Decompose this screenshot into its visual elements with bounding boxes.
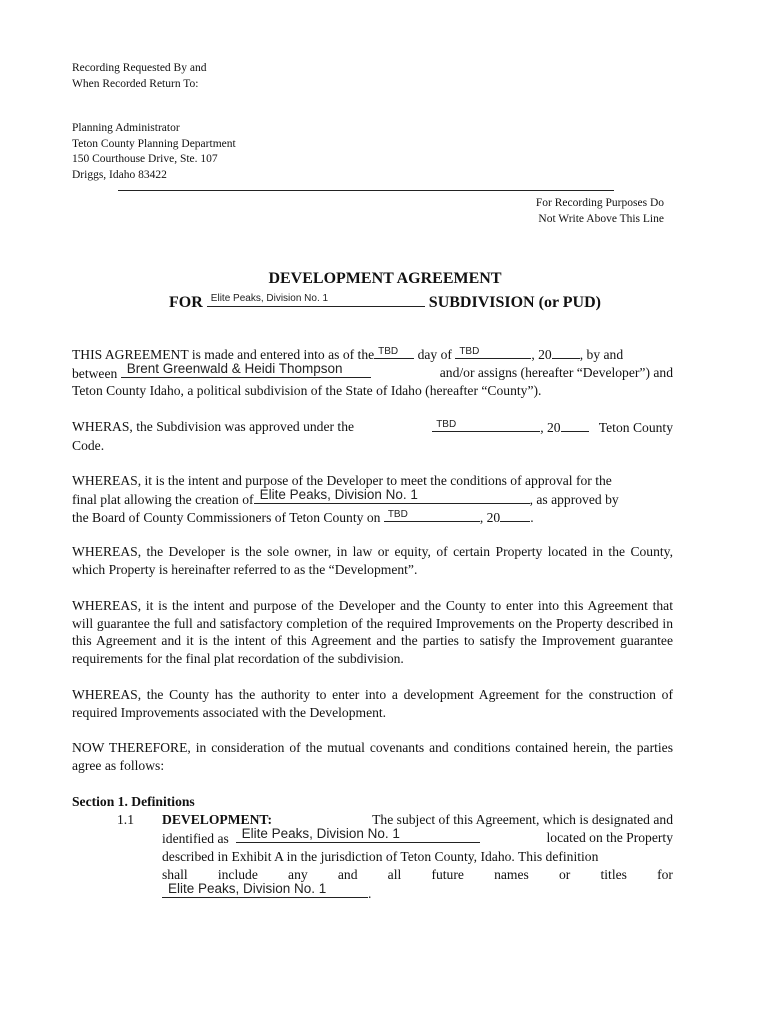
- address-line: 150 Courthouse Drive, Ste. 107: [72, 153, 218, 165]
- development-identified-value: Elite Peaks, Division No. 1: [241, 826, 400, 841]
- text: , 20: [540, 420, 561, 435]
- commissioners-year-field[interactable]: [500, 508, 530, 522]
- subdivision-name-field[interactable]: [207, 290, 425, 307]
- therefore-paragraph: NOW THEREFORE, in consideration of the mutual covenants and conditions contained herein, the parties agree as follows:: [72, 740, 673, 773]
- item-number: 1.1: [117, 812, 134, 827]
- text: for: [657, 867, 673, 882]
- development-name-value: Elite Peaks, Division No. 1: [168, 881, 327, 896]
- title-for-label: FOR: [169, 294, 203, 311]
- text: between: [72, 365, 118, 381]
- definition-term: DEVELOPMENT:: [162, 812, 273, 827]
- text: shall: [162, 867, 188, 882]
- recording-note: [536, 196, 664, 227]
- approval-value: TBD: [436, 419, 457, 430]
- intent-paragraph: [72, 472, 673, 527]
- title-suffix: SUBDIVISION (or PUD): [428, 294, 601, 311]
- text: Teton County: [598, 420, 673, 435]
- return-address-block: [72, 121, 236, 183]
- approval-field[interactable]: [432, 418, 540, 432]
- text: or: [558, 867, 571, 882]
- paragraph-line: Code.: [72, 437, 105, 453]
- text: WHERAS, the Subdivision was approved under the: [72, 419, 355, 434]
- paragraph-line: WHEREAS, it is the intent and purpose of the Developer to meet the conditions of approval for the: [72, 473, 612, 488]
- plat-creation-field[interactable]: [254, 486, 530, 504]
- approval-paragraph: [72, 418, 673, 454]
- guarantee-paragraph: WHEREAS, it is the intent and purpose of the Developer and the County to enter into this Agreement that will guarantee the full and satisfactory completion of the required Improvements on the Property described in this Agreement and it is the intent of this Agreement and the parties to satisfy the Improvement guarantee requirements for the final plat recordation of the subdivision.: [72, 598, 673, 666]
- agreement-year-field[interactable]: [552, 345, 580, 359]
- paragraph-line: Teton County Idaho, a political subdivision of the State of Idaho (hereafter “County”).: [72, 383, 542, 398]
- text: , 20: [479, 510, 501, 525]
- address-line: Planning Administrator: [72, 122, 180, 134]
- recording-line-1: Recording Requested By and: [72, 62, 207, 74]
- document-title: [0, 268, 770, 314]
- text: and/or assigns (hereafter “Developer”) and: [439, 364, 673, 380]
- item-line: [162, 881, 673, 903]
- recording-requested-block: [72, 61, 206, 92]
- development-name-field[interactable]: [162, 881, 368, 898]
- text: .: [368, 886, 372, 901]
- title-line-1: DEVELOPMENT AGREEMENT: [268, 270, 502, 287]
- text: include: [217, 867, 258, 882]
- paragraph-line: [72, 486, 673, 509]
- text: , 20: [531, 347, 552, 362]
- title-line-2: [0, 290, 770, 314]
- text: and: [337, 867, 358, 882]
- recording-divider: [118, 190, 614, 191]
- developer-name-field[interactable]: [121, 360, 371, 378]
- definition-item: [72, 811, 673, 901]
- text: .: [530, 510, 534, 525]
- text: titles: [600, 867, 627, 882]
- authority-paragraph: WHEREAS, the County has the authority to enter into a development Agreement for the construction of required Improvements associated with the Development.: [72, 687, 673, 720]
- address-line: Teton County Planning Department: [72, 137, 236, 150]
- section-heading: Section 1. Definitions: [72, 794, 195, 809]
- text: names: [494, 867, 529, 882]
- agreement-day-field[interactable]: [374, 345, 414, 359]
- text: future: [431, 867, 464, 882]
- commissioners-date-field[interactable]: [384, 508, 480, 522]
- text: The subject of this Agreement, which is designated and: [372, 812, 673, 827]
- agreement-paragraph: [72, 345, 673, 400]
- development-identified-field[interactable]: [236, 826, 480, 843]
- text: any: [288, 867, 308, 882]
- text: identified as: [162, 831, 229, 846]
- text: , as approved by: [529, 491, 619, 507]
- paragraph-line: [72, 360, 673, 383]
- approval-year-field[interactable]: [561, 418, 589, 432]
- item-body: [162, 811, 673, 903]
- ownership-paragraph: WHEREAS, the Developer is the sole owner, in law or equity, of certain Property located in the County, which Property is hereinafter referred to as the “Development”.: [72, 544, 673, 577]
- recording-note-line-1: For Recording Purposes Do: [535, 197, 664, 209]
- subdivision-name-value: Elite Peaks, Division No. 1: [210, 293, 329, 304]
- text: the Board of County Commissioners of Teton County on: [72, 510, 381, 525]
- text: , by and: [579, 347, 624, 362]
- agreement-month-field[interactable]: [455, 345, 531, 359]
- item-line: [162, 826, 673, 848]
- text: THIS AGREEMENT is made and entered into as of the: [72, 347, 375, 362]
- item-line: described in Exhibit A in the jurisdiction of Teton County, Idaho. This definition: [162, 849, 599, 864]
- paragraph-line: [72, 508, 673, 527]
- developer-name-value: Brent Greenwald & Heidi Thompson: [126, 360, 343, 376]
- agreement-month-value: TBD: [459, 346, 480, 357]
- item-line: [162, 811, 673, 829]
- text: all: [387, 867, 402, 882]
- text: final plat allowing the creation of: [72, 491, 254, 507]
- plat-creation-value: Elite Peaks, Division No. 1: [259, 486, 418, 502]
- recording-line-2: When Recorded Return To:: [72, 77, 199, 90]
- commissioners-date-value: TBD: [387, 509, 408, 520]
- text: located on the Property: [546, 830, 673, 845]
- paragraph-line: [72, 418, 673, 437]
- recording-note-line-2: Not Write Above This Line: [538, 212, 664, 225]
- address-line: Driggs, Idaho 83422: [72, 168, 167, 181]
- section-1: [72, 793, 673, 901]
- text: day of: [417, 347, 452, 362]
- agreement-day-value: TBD: [378, 346, 399, 357]
